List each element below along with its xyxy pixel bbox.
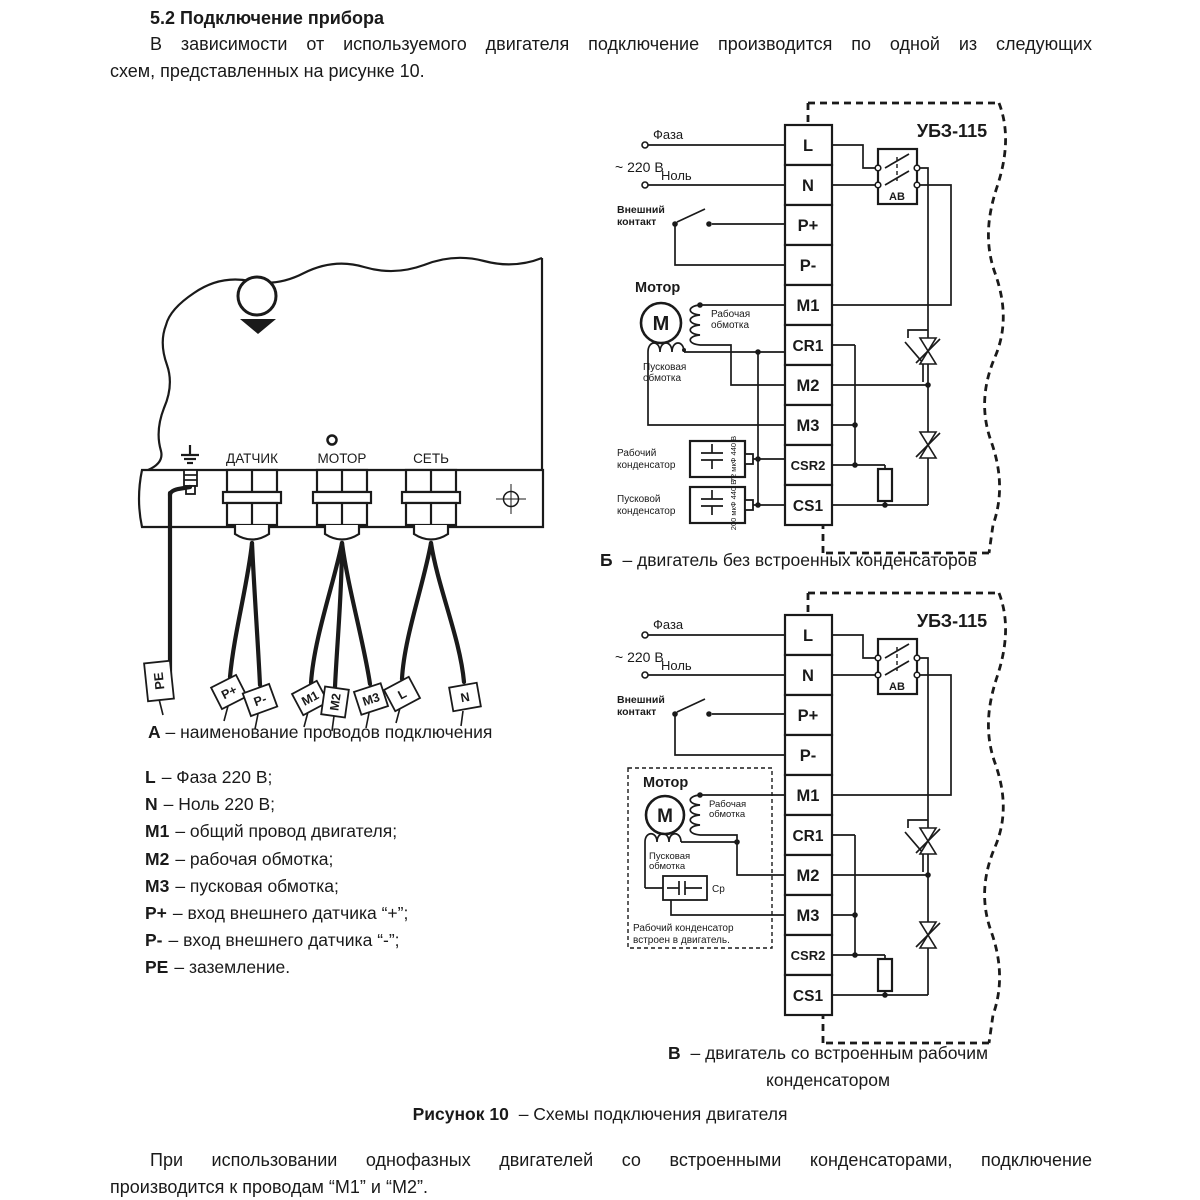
motor-label: Мотор [635, 280, 681, 296]
svg-text:М: М [657, 806, 673, 827]
svg-text:72 мкФ 440 В: 72 мкФ 440 В [729, 435, 738, 483]
svg-text:М2: М2 [327, 692, 344, 712]
wire-tag-pe [144, 661, 174, 702]
motor-symbol [646, 796, 684, 834]
wire-legend [145, 764, 408, 982]
svg-text:N: N [459, 689, 471, 706]
motor-label: Мотор [643, 775, 689, 791]
working-cap-label-2: конденсатор [617, 460, 676, 471]
svg-text:АВ: АВ [889, 681, 905, 693]
working-winding-label-1: Рабочая [709, 799, 747, 810]
starting-winding-label-1: Пусковая [649, 851, 691, 862]
working-cap-label-1: Рабочий [617, 448, 657, 459]
working-winding-label-1: Рабочая [711, 309, 751, 320]
ext-contact-label-2: контакт [617, 706, 657, 718]
ext-contact-label-2: контакт [617, 216, 657, 228]
terminal-cs1: CS1 [792, 498, 824, 515]
caption-v-letter: В [667, 1043, 681, 1063]
terminal-m3: M3 [796, 907, 820, 925]
legend-item: M3 – пусковая обмотка; [145, 875, 339, 896]
legend-item: M2 – рабочая обмотка; [145, 848, 334, 869]
starting-cap-label-2: конденсатор [617, 506, 676, 517]
external-contact [672, 209, 785, 265]
supply-label: ~ 220 В [615, 159, 664, 175]
wire-tag-m3 [354, 683, 388, 714]
terminal-l: L [802, 627, 814, 645]
svg-text:М: М [652, 313, 670, 335]
ext-contact-label-1: Внешний [617, 694, 665, 706]
resistor [878, 959, 892, 991]
terminal-pplus: P+ [797, 707, 819, 725]
led-indicator [328, 436, 337, 445]
caption-v-text1: – двигатель со встроенным рабочим [690, 1043, 989, 1063]
caption-a [148, 722, 492, 743]
svg-text:200 мкФ 440 В: 200 мкФ 440 В [729, 479, 738, 531]
terminal-pminus: P- [799, 257, 817, 275]
terminal-m1: M1 [796, 297, 820, 315]
gland-label-mains: СЕТЬ [413, 451, 449, 466]
phase-label: Фаза [653, 127, 684, 142]
legend-item: PE – заземление. [145, 957, 291, 978]
terminal-cs1: CS1 [792, 988, 824, 1005]
terminal-cr1: CR1 [792, 828, 824, 845]
legend-item: L – Фаза 220 В; [145, 767, 273, 787]
caption-v-line2: конденсатором [765, 1070, 890, 1090]
neutral-label: Ноль [661, 658, 692, 673]
gland-label-sensor: ДАТЧИК [226, 451, 278, 466]
terminal-csr2: CSR2 [790, 458, 826, 473]
svg-text:L: L [395, 686, 409, 703]
triac-1 [916, 338, 940, 364]
wire-tag-n [449, 683, 481, 711]
wiring-diagram-b [595, 95, 1035, 580]
intro-paragraph-line1: В зависимости от используемого двигателя подключение производится по одной из следующих [150, 34, 1092, 54]
triac-2 [916, 922, 940, 948]
cable-gland-sensor [223, 470, 281, 540]
starting-winding-label-1: Пусковая [643, 362, 687, 373]
panel-logo [238, 277, 276, 334]
starting-winding-label-2: обмотка [643, 373, 682, 384]
svg-text:АВ: АВ [889, 191, 905, 203]
terminal-block [785, 125, 832, 525]
legend-item: N – Ноль 220 В; [145, 794, 276, 815]
svg-text:P+: P+ [219, 682, 240, 703]
intro-paragraph-line2: схем, представленных на рисунке 10. [110, 61, 425, 81]
device-drawing [112, 243, 592, 723]
footer-paragraph-line2: производится к проводам “М1” и “М2”. [110, 1177, 428, 1197]
cable-gland-mains [402, 470, 460, 540]
triac-1 [916, 828, 940, 854]
wire-tag-pminus [243, 684, 278, 716]
terminal-cr1: CR1 [792, 338, 824, 355]
legend-item: P+ – вход внешнего датчика “+”; [145, 903, 409, 924]
terminal-block [785, 615, 832, 1015]
svg-text:М1: М1 [299, 688, 322, 709]
legend-item: M1 – общий провод двигателя; [145, 821, 398, 842]
terminal-pminus: P- [799, 747, 817, 765]
starting-winding-label-2: обмотка [649, 861, 686, 872]
caption-b [600, 550, 977, 571]
svg-text:PE: PE [150, 671, 168, 691]
svg-text:P-: P- [251, 691, 269, 710]
caption-v-line1 [598, 1040, 1058, 1067]
wiring-diagram-v [595, 585, 1035, 1060]
working-capacitor [690, 436, 785, 482]
section-heading: 5.2 Подключение прибора [150, 8, 384, 28]
starting-cap-label-1: Пусковой [617, 494, 661, 505]
neutral-label: Ноль [661, 168, 692, 183]
svg-text:М3: М3 [360, 690, 382, 709]
supply-label: ~ 220 В [615, 649, 664, 665]
external-contact [672, 699, 785, 755]
figure-caption [0, 1104, 1200, 1125]
wire-tag-pplus [211, 675, 247, 709]
motor-note-1: Рабочий конденсатор [633, 923, 734, 934]
terminal-m1: M1 [796, 787, 820, 805]
working-winding-label-2: обмотка [709, 809, 746, 820]
motor-note-2: встроен в двигатель. [633, 935, 730, 946]
resistor [878, 469, 892, 501]
device-title: УБЗ-115 [916, 121, 988, 141]
builtin-capacitor [645, 876, 785, 915]
caption-b-letter: Б [600, 550, 613, 570]
terminal-n: N [802, 667, 814, 685]
caption-a-text: – наименование проводов подключения [165, 722, 493, 742]
terminal-m2: M2 [796, 377, 820, 395]
circuit-breaker [875, 639, 920, 694]
gland-label-motor: МОТОР [317, 451, 367, 466]
wire-tag-m2 [321, 686, 349, 717]
caption-b-text: – двигатель без встроенных конденсаторов [622, 550, 977, 570]
wire-tag-l [384, 677, 420, 711]
caption-a-letter: А [148, 722, 161, 742]
starting-capacitor [690, 480, 785, 530]
mounting-hole [496, 484, 526, 514]
terminal-n: N [802, 177, 814, 195]
circuit-breaker [875, 149, 920, 204]
cable-gland-motor [313, 470, 371, 540]
caption-v [598, 1040, 1058, 1094]
legend-item: P- – вход внешнего датчика “-”; [145, 930, 400, 951]
working-winding-label-2: обмотка [711, 320, 750, 331]
builtin-cap-label: Ср [712, 884, 725, 895]
footer-paragraph-line1: При использовании однофазных двигателей со встроенными конденсаторами, подключение [150, 1150, 1092, 1170]
triac-2 [916, 432, 940, 458]
terminal-m3: M3 [796, 417, 820, 435]
terminal-csr2: CSR2 [790, 948, 826, 963]
motor-symbol [641, 303, 681, 343]
terminal-l: L [802, 137, 814, 155]
figure-caption-number: Рисунок 10 [412, 1104, 509, 1124]
device-title: УБЗ-115 [916, 611, 988, 631]
phase-label: Фаза [653, 617, 684, 632]
terminal-m2: M2 [796, 867, 820, 885]
figure-caption-text: – Схемы подключения двигателя [518, 1104, 788, 1124]
ext-contact-label-1: Внешний [617, 204, 665, 216]
terminal-pplus: P+ [797, 217, 819, 235]
